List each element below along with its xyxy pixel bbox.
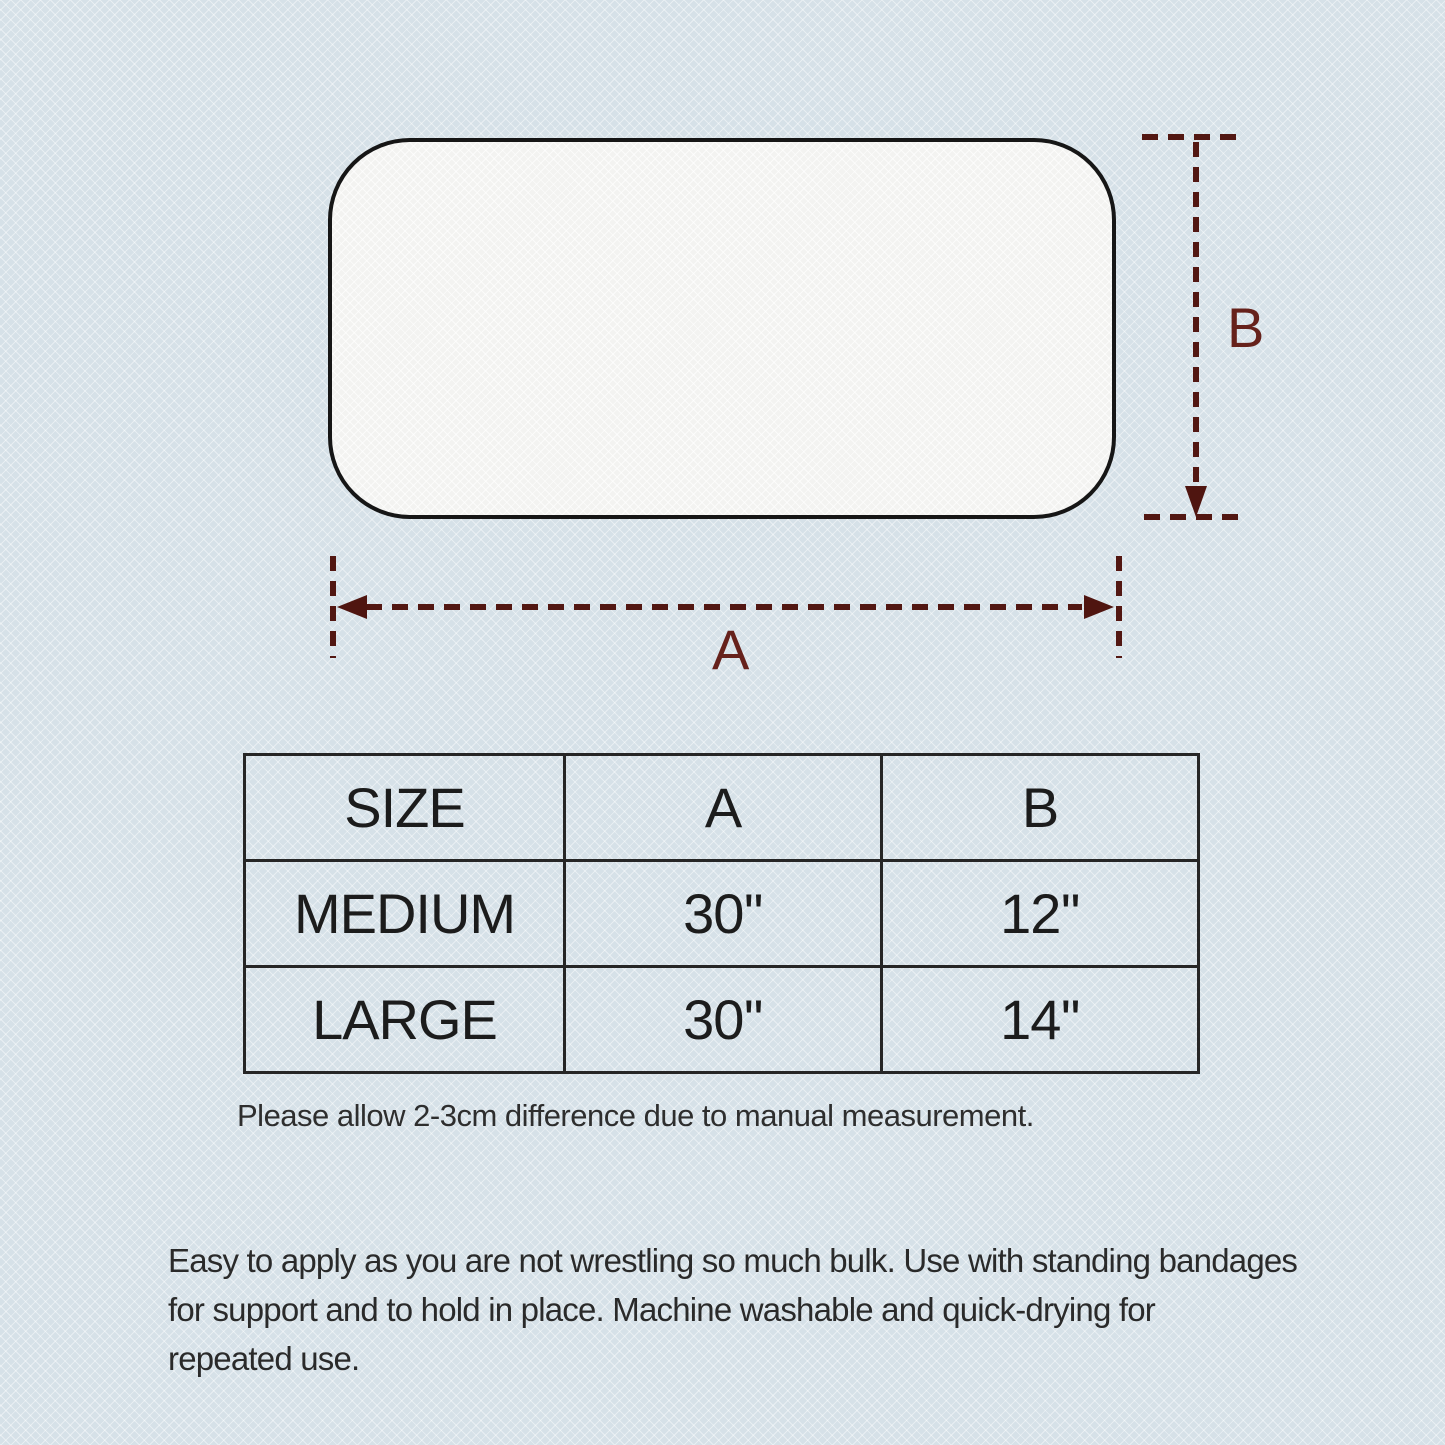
a-arrowhead-right — [1084, 595, 1114, 619]
b-extension-line-bottom — [1144, 514, 1248, 520]
header-cell-a: A — [565, 755, 882, 861]
b-extension-line-top — [1142, 134, 1246, 140]
a-dimension-line — [366, 604, 1082, 610]
b-dimension-line — [1193, 142, 1199, 486]
size-table-header-row — [245, 755, 1199, 861]
cell-medium-b: 12'' — [882, 861, 1199, 967]
header-cell-b: B — [882, 755, 1199, 861]
a-arrowhead-left — [337, 595, 367, 619]
dimension-label-a: A — [712, 618, 750, 681]
a-extension-line-right — [1116, 556, 1122, 658]
size-table — [243, 753, 1200, 1074]
a-extension-line-left — [330, 556, 336, 658]
description-line: for support and to hold in place. Machine washable and quick-drying for — [168, 1291, 1155, 1328]
cell-medium-size: MEDIUM — [245, 861, 565, 967]
cell-large-a: 30'' — [565, 967, 882, 1073]
size-table-row-large — [245, 967, 1199, 1073]
header-cell-size: SIZE — [245, 755, 565, 861]
product-description — [168, 1236, 1297, 1383]
product-pad-shape — [328, 138, 1116, 519]
b-arrowhead-down — [1185, 486, 1207, 517]
description-line: repeated use. — [168, 1340, 360, 1377]
measurement-note: Please allow 2-3cm difference due to manual measurement. — [237, 1098, 1034, 1133]
dimension-label-b: B — [1227, 296, 1265, 359]
cell-medium-a: 30'' — [565, 861, 882, 967]
cell-large-b: 14'' — [882, 967, 1199, 1073]
description-line: Easy to apply as you are not wrestling so much bulk. Use with standing bandages — [168, 1242, 1298, 1279]
cell-large-size: LARGE — [245, 967, 565, 1073]
size-table-row-medium — [245, 861, 1199, 967]
